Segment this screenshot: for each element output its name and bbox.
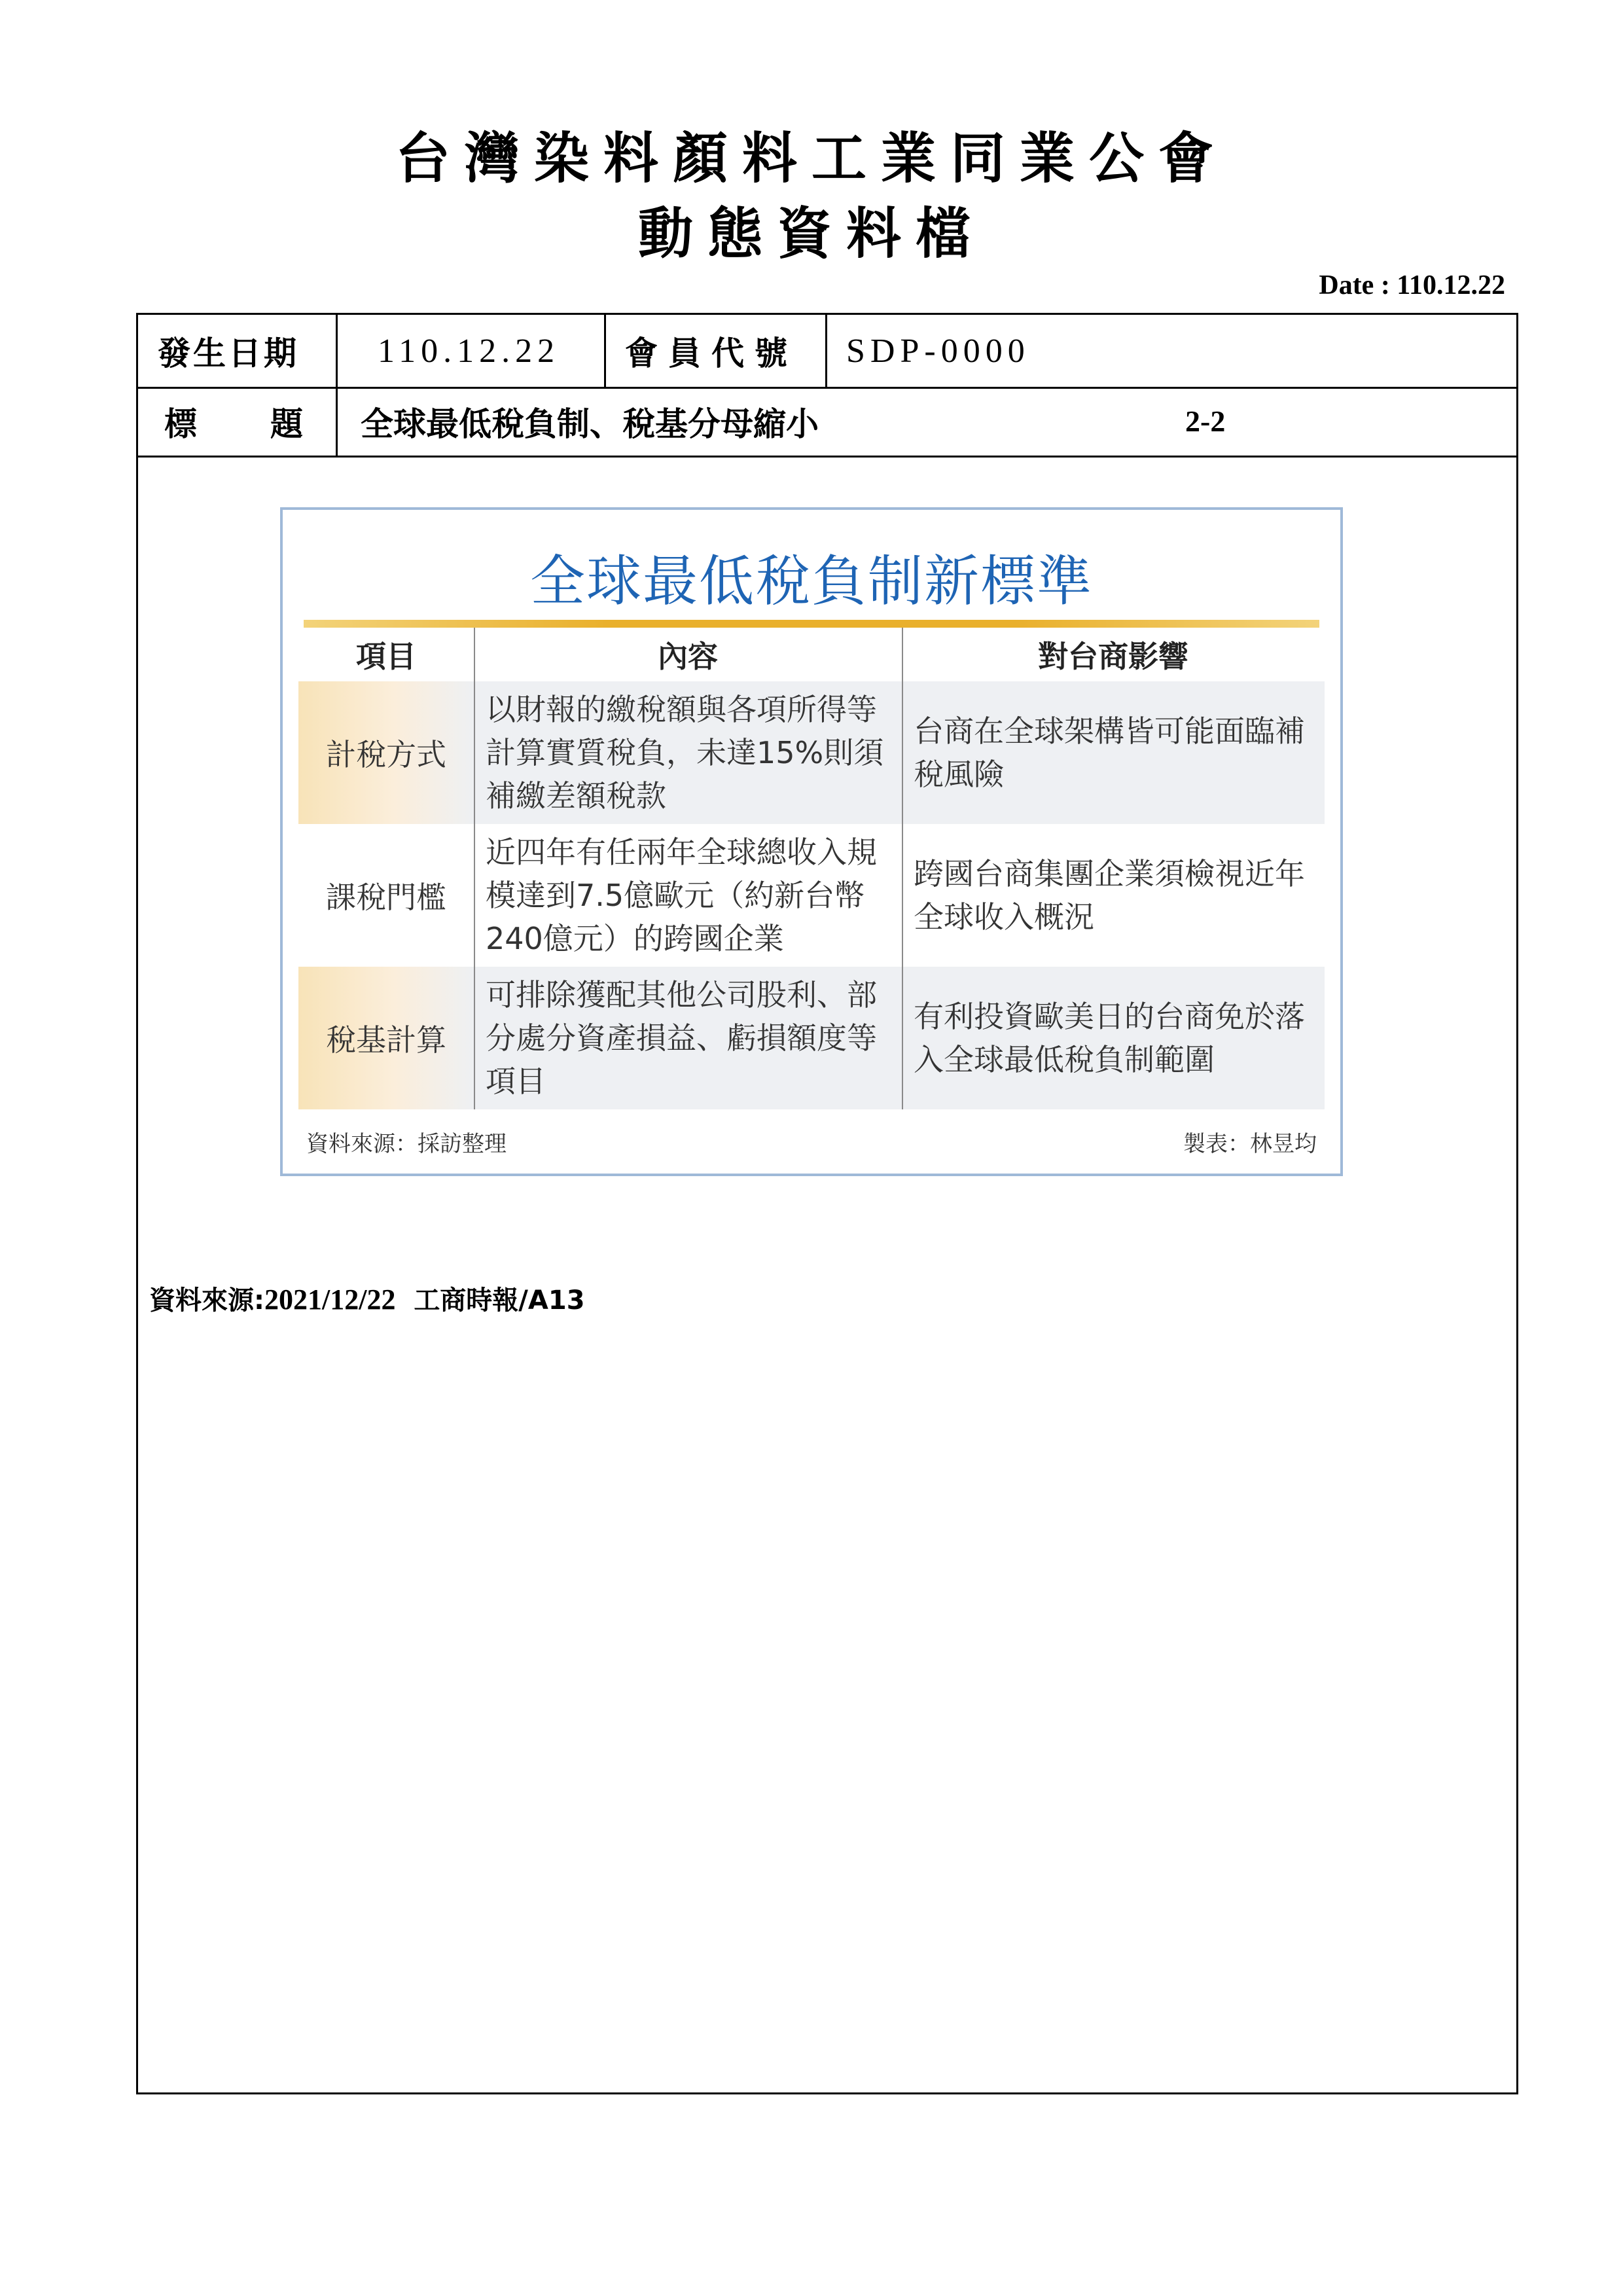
title-value: 全球最低稅負制、稅基分母縮小: [361, 404, 819, 443]
member-value: SDP-0000: [846, 332, 1030, 370]
table-row: [298, 824, 1325, 967]
infographic-source: 資料來源：採訪整理: [306, 1131, 507, 1157]
title-label: 標 題: [164, 404, 306, 443]
col-divider: [336, 315, 338, 456]
row-content: 以財報的繳稅額與各項所得等計算實質稅負，未達15%則須補繳差額稅款: [474, 681, 902, 824]
row-content: 近四年有任兩年全球總收入規模達到7.5億歐元（約新台幣240億元）的跨國企業: [486, 834, 877, 956]
row-item: 稅基計算: [298, 967, 474, 1109]
row-impact: 台商在全球架構皆可能面臨補稅風險: [902, 681, 1325, 824]
date-line: Date : 110.12.22: [1319, 270, 1505, 300]
doc-title: 動態資料檔: [637, 202, 985, 266]
table-row: [298, 681, 1325, 824]
column-separator: [474, 628, 475, 1109]
col-divider: [604, 315, 606, 387]
row-item: 計稅方式: [298, 681, 474, 824]
source-line: [149, 1280, 585, 1317]
row-item: 課稅門檻: [326, 880, 446, 915]
column-header-item: 項目: [356, 639, 416, 674]
row-impact: 跨國台商集團企業須檢視近年全球收入概況: [914, 856, 1305, 935]
table-row: [298, 967, 1325, 1109]
row-divider: [138, 387, 1516, 389]
date-value: 110.12.22: [378, 332, 560, 370]
org-title: 台灣染料顏料工業同業公會: [395, 126, 1228, 190]
accent-bar: [304, 620, 1319, 628]
row-content: 可排除獲配其他公司股利、部分處分資產損益、虧損額度等項目: [474, 967, 902, 1109]
date-label: 發生日期: [158, 334, 299, 372]
column-header-content: 內容: [658, 639, 718, 674]
column-header-impact: 對台商影響: [1038, 639, 1188, 674]
infographic-credit: 製表：林昱均: [1183, 1131, 1317, 1157]
row-divider: [138, 456, 1516, 457]
source-date: 2021/12/22: [264, 1283, 396, 1316]
table-header: [298, 628, 1325, 681]
infographic-title: 全球最低稅負制新標準: [529, 549, 1093, 613]
page-number: 2-2: [1185, 404, 1226, 438]
member-label: 會員代號: [625, 334, 798, 372]
source-label: 資料來源:: [149, 1285, 264, 1316]
column-separator: [902, 628, 903, 1109]
row-impact: 有利投資歐美日的台商免於落入全球最低稅負制範圍: [902, 967, 1325, 1109]
source-publication: 工商時報/A13: [414, 1285, 585, 1316]
infographic: [280, 507, 1343, 1176]
col-divider: [825, 315, 827, 387]
